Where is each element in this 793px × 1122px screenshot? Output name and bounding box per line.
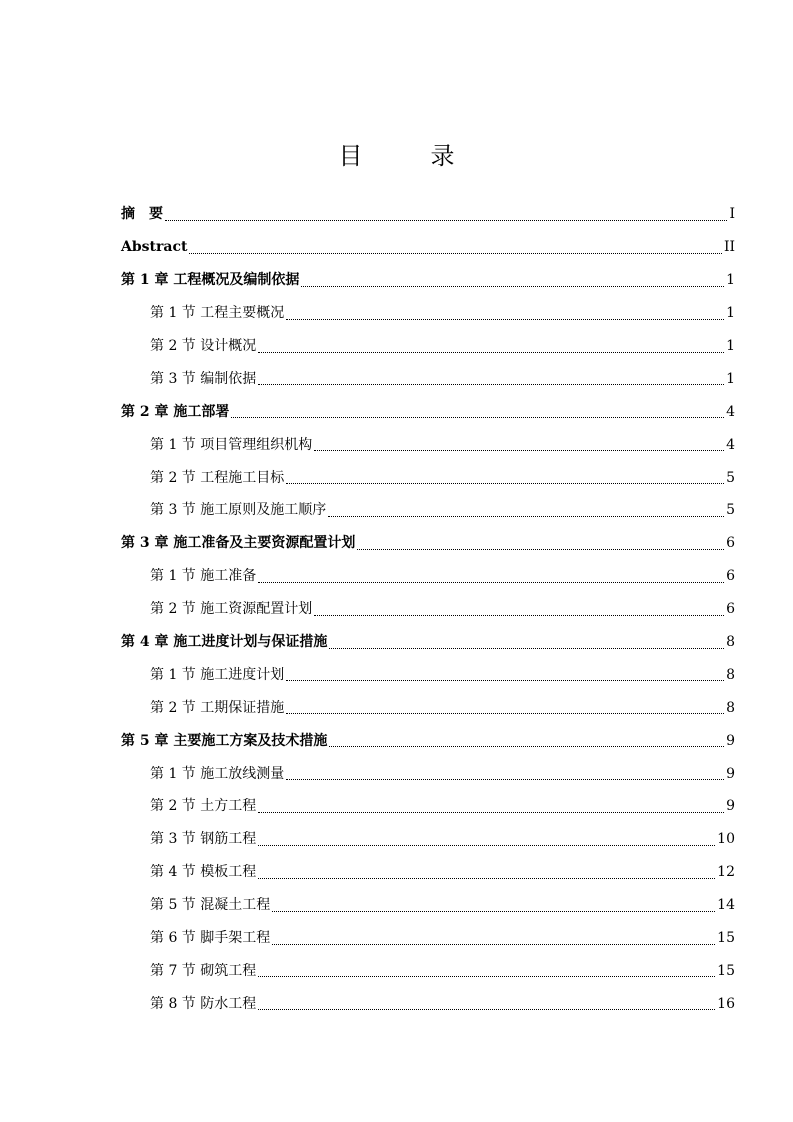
toc-list: [121, 198, 735, 1020]
toc-entry-section[interactable]: [121, 856, 735, 889]
toc-dot-leader: [286, 713, 724, 714]
toc-entry-label: 第 5 节 混凝土工程: [150, 897, 271, 914]
toc-dot-leader: [258, 384, 724, 385]
toc-entry-page-number: 6: [726, 568, 735, 585]
toc-entry-label: 第 2 节 施工资源配置计划: [150, 601, 313, 618]
toc-dot-leader: [314, 615, 724, 616]
toc-entry-label: 第 3 节 编制依据: [150, 370, 257, 387]
toc-entry-label: 第 1 节 施工放线测量: [150, 765, 285, 782]
toc-entry-section[interactable]: [121, 922, 735, 955]
toc-title: 目 录: [338, 142, 477, 170]
toc-entry-chapter[interactable]: [121, 231, 735, 264]
toc-dot-leader: [165, 220, 727, 221]
toc-entry-page-number: 4: [726, 436, 735, 453]
toc-entry-section[interactable]: [121, 362, 735, 395]
toc-entry-page-number: 5: [726, 469, 735, 486]
toc-entry-chapter[interactable]: [121, 527, 735, 560]
toc-dot-leader: [258, 582, 724, 583]
toc-dot-leader: [272, 911, 715, 912]
toc-entry-page-number: 14: [717, 897, 735, 914]
toc-entry-label: 第 1 节 施工进度计划: [150, 666, 285, 683]
toc-entry-label: 第 1 章 工程概况及编制依据: [121, 272, 300, 289]
toc-entry-section[interactable]: [121, 987, 735, 1020]
toc-entry-section[interactable]: [121, 297, 735, 330]
toc-dot-leader: [258, 812, 724, 813]
toc-dot-leader: [329, 746, 724, 747]
toc-entry-section[interactable]: [121, 658, 735, 691]
toc-dot-leader: [258, 1009, 715, 1010]
toc-entry-section[interactable]: [121, 691, 735, 724]
toc-entry-page-number: 15: [717, 930, 735, 947]
toc-entry-page-number: 15: [717, 962, 735, 979]
toc-entry-section[interactable]: [121, 593, 735, 626]
toc-entry-page-number: 8: [726, 666, 735, 683]
toc-entry-page-number: I: [729, 206, 735, 223]
toc-entry-section[interactable]: [121, 790, 735, 823]
toc-entry-label: Abstract: [121, 239, 188, 256]
toc-entry-label: 第 1 节 项目管理组织机构: [150, 436, 313, 453]
toc-entry-section[interactable]: [121, 560, 735, 593]
toc-entry-label: 第 2 章 施工部署: [121, 403, 230, 420]
toc-entry-label: 第 3 节 钢筋工程: [150, 831, 257, 848]
toc-entry-label: 第 4 章 施工进度计划与保证措施: [121, 634, 328, 651]
toc-dot-leader: [258, 352, 724, 353]
toc-entry-page-number: 4: [726, 403, 735, 420]
toc-entry-section[interactable]: [121, 428, 735, 461]
toc-entry-page-number: 10: [717, 831, 735, 848]
toc-dot-leader: [258, 976, 715, 977]
toc-entry-label: 第 2 节 工期保证措施: [150, 699, 285, 716]
toc-entry-label: 第 2 节 设计概况: [150, 338, 257, 354]
toc-dot-leader: [314, 450, 724, 451]
toc-dot-leader: [286, 483, 724, 484]
toc-dot-leader: [301, 286, 724, 287]
toc-entry-label: 第 2 节 工程施工目标: [150, 469, 285, 486]
toc-entry-label: 摘 要: [121, 206, 163, 223]
toc-entry-page-number: 1: [726, 338, 735, 354]
toc-entry-section[interactable]: [121, 954, 735, 987]
toc-entry-label: 第 8 节 防水工程: [150, 995, 257, 1012]
toc-dot-leader: [329, 648, 724, 649]
toc-entry-section[interactable]: [121, 757, 735, 790]
toc-entry-label: 第 3 节 施工原则及施工顺序: [150, 502, 327, 519]
toc-entry-page-number: 9: [726, 765, 735, 782]
toc-dot-leader: [258, 845, 715, 846]
toc-entry-chapter[interactable]: [121, 395, 735, 428]
toc-dot-leader: [328, 516, 724, 517]
toc-entry-page-number: 5: [726, 502, 735, 519]
toc-entry-page-number: II: [723, 239, 735, 256]
toc-entry-page-number: 1: [726, 370, 735, 387]
toc-entry-page-number: 1: [726, 305, 735, 322]
toc-dot-leader: [286, 680, 724, 681]
toc-entry-page-number: 8: [726, 699, 735, 716]
toc-entry-chapter[interactable]: [121, 724, 735, 757]
toc-entry-label: 第 2 节 土方工程: [150, 798, 257, 815]
toc-dot-leader: [231, 417, 724, 418]
toc-entry-section[interactable]: [121, 823, 735, 856]
toc-entry-section[interactable]: [121, 889, 735, 922]
toc-entry-page-number: 12: [717, 864, 735, 881]
toc-entry-label: 第 4 节 模板工程: [150, 864, 257, 881]
toc-entry-page-number: 1: [726, 272, 735, 289]
toc-entry-section[interactable]: [121, 461, 735, 494]
toc-dot-leader: [357, 549, 724, 550]
toc-entry-label: 第 1 节 工程主要概况: [150, 305, 285, 322]
toc-entry-page-number: 6: [726, 601, 735, 618]
toc-entry-label: 第 5 章 主要施工方案及技术措施: [121, 732, 328, 749]
toc-entry-label: 第 7 节 砌筑工程: [150, 962, 257, 979]
toc-entry-label: 第 1 节 施工准备: [150, 568, 257, 585]
toc-dot-leader: [258, 878, 715, 879]
toc-entry-page-number: 9: [726, 798, 735, 815]
toc-entry-chapter[interactable]: [121, 264, 735, 297]
toc-entry-page-number: 9: [726, 732, 735, 749]
toc-entry-label: 第 3 章 施工准备及主要资源配置计划: [121, 535, 356, 552]
toc-dot-leader: [189, 253, 721, 254]
toc-entry-label: 第 6 节 脚手架工程: [150, 930, 271, 947]
toc-dot-leader: [272, 944, 715, 945]
toc-dot-leader: [286, 779, 724, 780]
toc-dot-leader: [286, 319, 724, 320]
toc-entry-section[interactable]: [121, 494, 735, 527]
toc-entry-chapter[interactable]: [121, 626, 735, 659]
toc-entry-section[interactable]: [121, 330, 735, 363]
toc-entry-page-number: 6: [726, 535, 735, 552]
toc-entry-page-number: 8: [726, 634, 735, 651]
toc-entry-chapter[interactable]: [121, 198, 735, 231]
toc-entry-page-number: 16: [717, 995, 735, 1012]
